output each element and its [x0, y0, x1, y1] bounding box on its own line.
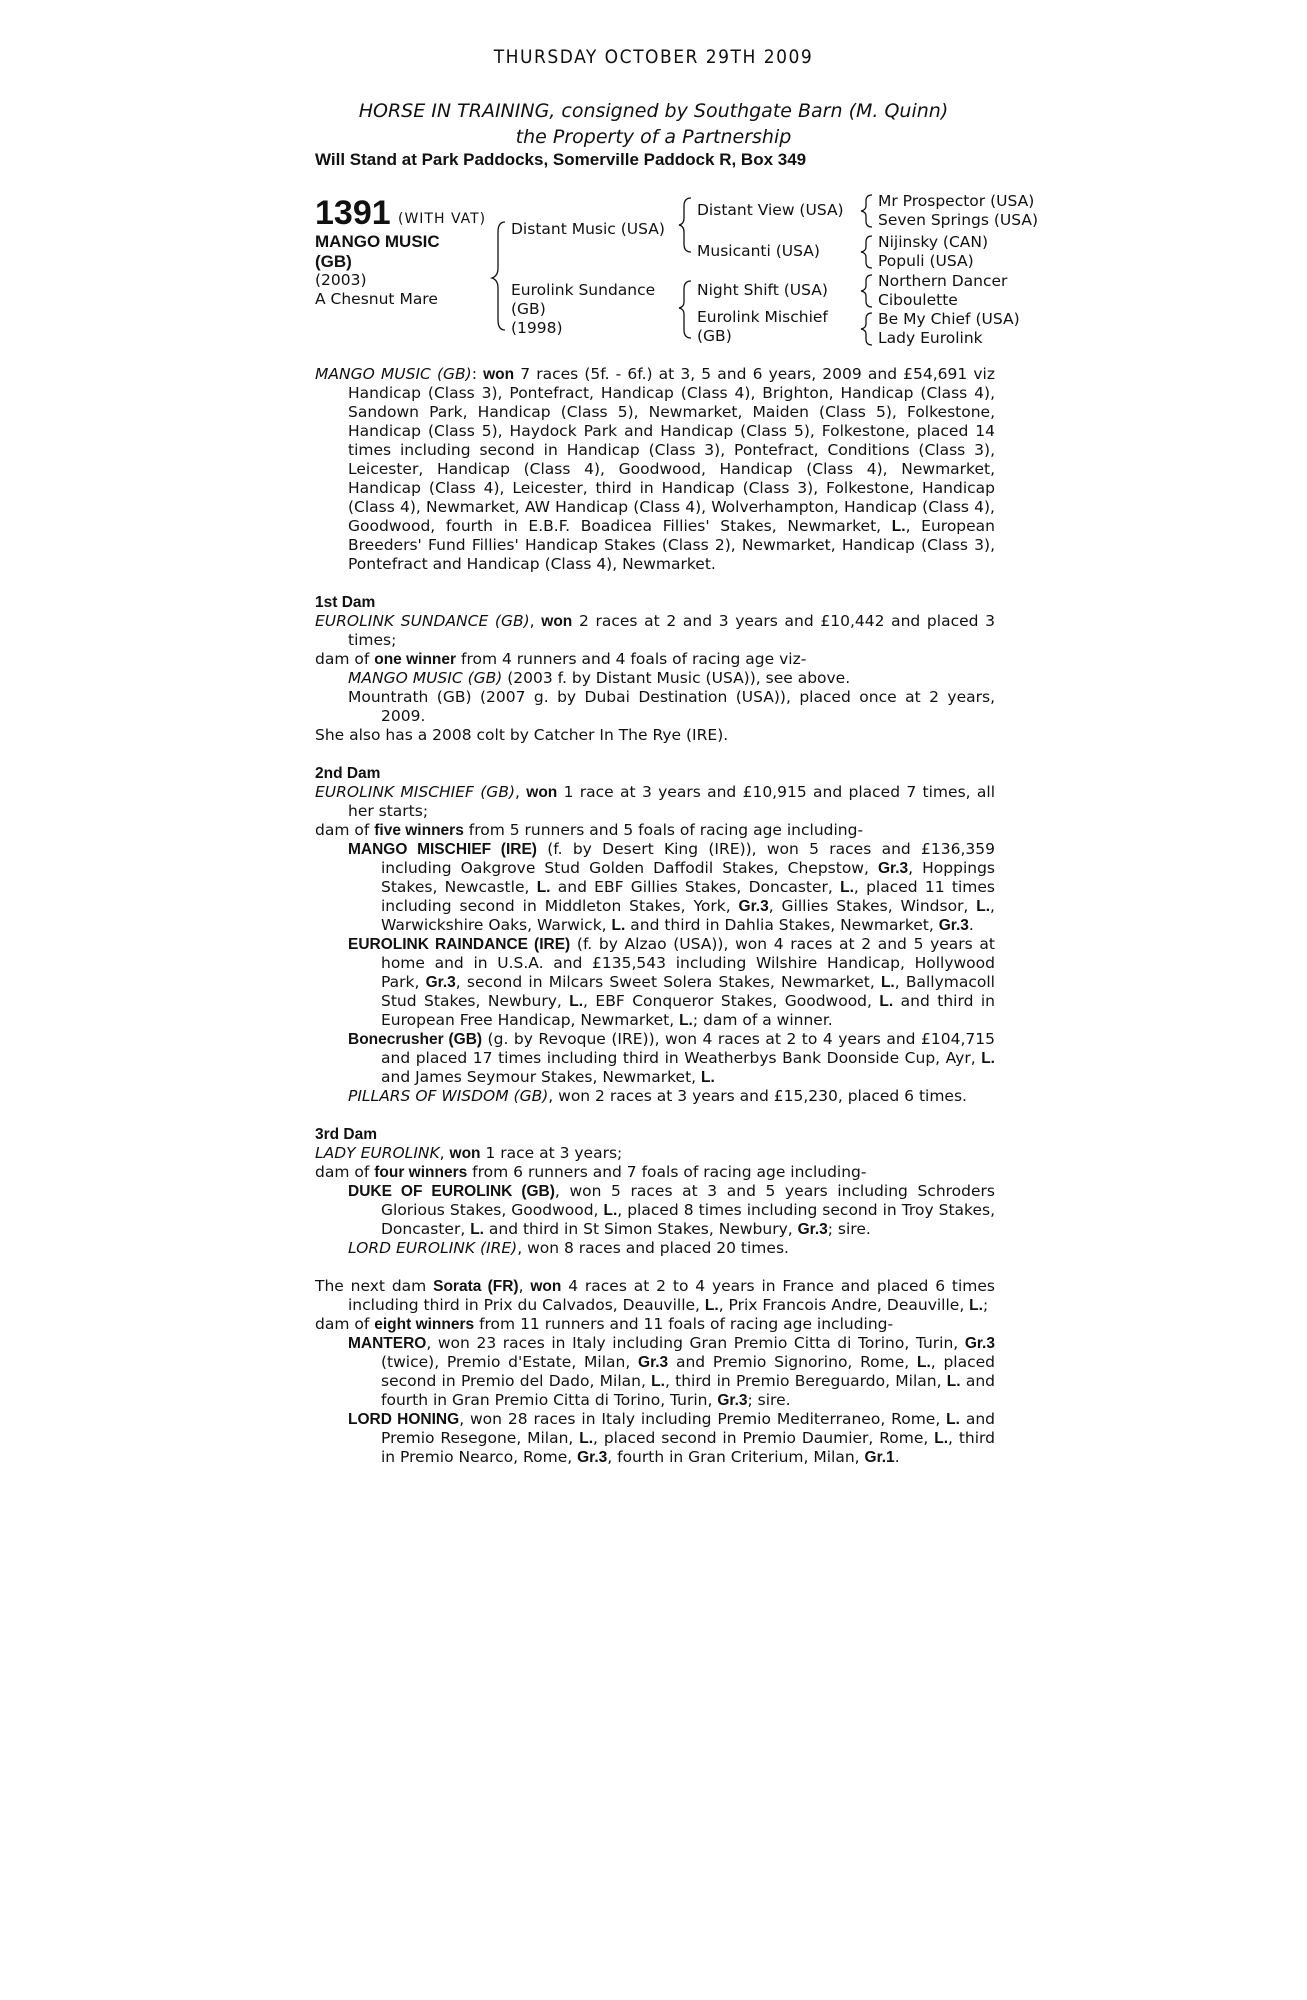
main-brace: [492, 222, 505, 330]
second-dam-heading: 2nd Dam: [315, 765, 381, 782]
first-dam-produce: dam of one winner from 4 runners and 4 foals of racing age viz-: [315, 650, 807, 668]
granddam-1: Seven Springs (USA): [878, 211, 1039, 229]
first-dam-also: She also has a 2008 colt by Catcher In The Rye (IRE).: [315, 726, 729, 744]
pedigree-braces: [0, 0, 1307, 360]
sire-dam: Musicanti (USA): [697, 242, 820, 260]
produce-item: DUKE OF EUROLINK (GB), won 5 races at 3 and 5 years including Schroders Glorious Stakes, Goodwood, L., placed 8 times including second in Troy Stakes, Doncaster, L. and third in St Simon Stakes, Newbury, Gr.3; sire.: [348, 1182, 995, 1238]
grandsire-3: Northern Dancer: [878, 272, 1008, 290]
grandsire-1: Mr Prospector (USA): [878, 192, 1035, 210]
granddam-4: Lady Eurolink: [878, 329, 983, 347]
horse-name-line1: MANGO MUSIC: [315, 232, 440, 251]
granddam-2: Populi (USA): [878, 252, 974, 270]
first-dam-record: EUROLINK SUNDANCE (GB), won 2 races at 2 and 3 years and £10,442 and placed 3 times;: [315, 612, 995, 649]
next-dam-produce: dam of eight winners from 11 runners and 11 foals of racing age including-: [315, 1315, 894, 1333]
produce-item: Mountrath (GB) (2007 g. by Dubai Destination (USA)), placed once at 2 years, 2009.: [348, 688, 995, 725]
stand-location: Will Stand at Park Paddocks, Somerville Paddock R, Box 349: [315, 150, 807, 169]
produce-item: PILLARS OF WISDOM (GB), won 2 races at 3 years and £15,230, placed 6 times.: [348, 1087, 967, 1105]
next-dam-record: The next dam Sorata (FR), won 4 races at 2 to 4 years in France and placed 6 times including third in Prix du Calvados, Deauville, L., Prix Francois Andre, Deauville, L.;: [315, 1277, 995, 1314]
dam-sire: Night Shift (USA): [697, 281, 828, 299]
third-dam-record: LADY EUROLINK, won 1 race at 3 years;: [315, 1144, 623, 1162]
first-dam-heading: 1st Dam: [315, 594, 376, 611]
dam-line1: Eurolink Sundance: [511, 281, 656, 299]
produce-item: MANGO MUSIC (GB) (2003 f. by Distant Music (USA)), see above.: [348, 669, 851, 687]
second-dam-record: EUROLINK MISCHIEF (GB), won 1 race at 3 years and £10,915 and placed 7 times, all her starts;: [315, 783, 996, 820]
produce-item: MANGO MISCHIEF (IRE) (f. by Desert King (IRE)), won 5 races and £136,359 including Oakgrove Stud Golden Daffodil Stakes, Chepstow, Gr.3, Hoppings Stakes, Newcastle, L. and EBF Gillies Stakes, Doncaster, L., placed 11 times including second in Middleton Stakes, York, Gr.3, Gillies Stakes, Windsor, L., Warwickshire Oaks, Warwick, L. and third in Dahlia Stakes, Newmarket, Gr.3.: [348, 840, 996, 934]
horse-year: (2003): [315, 271, 367, 289]
record-horse-name: MANGO MUSIC (GB): [315, 365, 472, 383]
g-brace-3: [861, 275, 872, 307]
g-brace-2: [861, 236, 872, 268]
produce-item: LORD EUROLINK (IRE), won 8 races and placed 20 times.: [348, 1239, 789, 1257]
third-dam-heading: 3rd Dam: [315, 1126, 378, 1143]
sale-date: THURSDAY OCTOBER 29TH 2009: [493, 46, 814, 68]
dam-dam-line1: Eurolink Mischief: [697, 308, 828, 326]
sire-sire: Distant View (USA): [697, 201, 844, 219]
third-dam-produce: dam of four winners from 6 runners and 7 foals of racing age including-: [315, 1163, 867, 1181]
horse-name-line2: (GB): [315, 252, 352, 271]
sire: Distant Music (USA): [511, 220, 665, 238]
dam-brace: [679, 281, 691, 338]
g-brace-4: [861, 313, 872, 345]
g-brace-1: [861, 195, 872, 227]
consignment-line: HORSE IN TRAINING, consigned by Southgate Barn (M. Quinn): [358, 100, 949, 122]
grandsire-4: Be My Chief (USA): [878, 310, 1020, 328]
dam-dam-line2: (GB): [697, 327, 732, 345]
produce-item: Bonecrusher (GB) (g. by Revoque (IRE)), won 4 races at 2 to 4 years and £104,715 and placed 17 times including third in Weatherbys Bank Doonside Cup, Ayr, L. and James Seymour Stakes, Newmarket, L.: [348, 1030, 995, 1086]
second-dam-produce: dam of five winners from 5 runners and 5 foals of racing age including-: [315, 821, 864, 839]
race-record: MANGO MUSIC (GB): won 7 races (5f. - 6f.) at 3, 5 and 6 years, 2009 and £54,691 viz Handicap (Class 3), Pontefract, Handicap (Class 4), Brighton, Handicap (Class 4), Sandown Park, Handicap (Class 5), Newmarket, Maiden (Class 5), Folkestone, Handicap (Class 5), Haydock Park and Handicap (Class 5), Folkestone, placed 14 times including second in Handicap (Class 3), Pontefract, Conditions (Class 3), Leicester, Handicap (Class 4), Goodwood, Handicap (Class 4), Newmarket, Handicap (Class 4), Leicester, third in Handicap (Class 3), Folkestone, Handicap (Class 4), Newmarket, AW Handicap (Class 4), Wolverhampton, Handicap (Class 4), Goodwood, fourth in E.B.F. Boadicea Fillies' Stakes, Newmarket, L., European Breeders' Fund Fillies' Handicap Stakes (Class 2), Newmarket, Handicap (Class 3), Pontefract and Handicap (Class 4), Newmarket.: [315, 365, 995, 573]
produce-item: EUROLINK RAINDANCE (IRE) (f. by Alzao (USA)), won 4 races at 2 and 5 years at home and in U.S.A. and £135,543 including Wilshire Handicap, Hollywood Park, Gr.3, second in Milcars Sweet Solera Stakes, Newmarket, L., Ballymacoll Stud Stakes, Newbury, L., EBF Conqueror Stakes, Goodwood, L. and third in European Free Handicap, Newmarket, L.; dam of a winner.: [348, 935, 996, 1029]
produce-item: LORD HONING, won 28 races in Italy including Premio Mediterraneo, Rome, L. and Premio Resegone, Milan, L., placed second in Premio Daumier, Rome, L., third in Premio Nearco, Rome, Gr.3, fourth in Gran Criterium, Milan, Gr.1.: [348, 1410, 995, 1466]
dam-line2: (GB): [511, 300, 546, 318]
property-line: the Property of a Partnership: [515, 126, 792, 148]
granddam-3: Ciboulette: [878, 291, 958, 309]
vat-note: (WITH VAT): [398, 211, 487, 227]
horse-description: A Chesnut Mare: [315, 290, 438, 308]
won-label: won: [483, 366, 515, 383]
grandsire-2: Nijinsky (CAN): [878, 233, 989, 251]
catalogue-body: [315, 365, 995, 1467]
sire-brace: [679, 198, 691, 252]
produce-item: MANTERO, won 23 races in Italy including Gran Premio Citta di Torino, Turin, Gr.3 (twice), Premio d'Estate, Milan, Gr.3 and Premio Signorino, Rome, L., placed second in Premio del Dado, Milan, L., third in Premio Bereguardo, Milan, L. and fourth in Gran Premio Citta di Torino, Turin, Gr.3; sire.: [348, 1334, 996, 1409]
dam-line3: (1998): [511, 319, 563, 337]
lot-number: 1391: [315, 194, 391, 232]
